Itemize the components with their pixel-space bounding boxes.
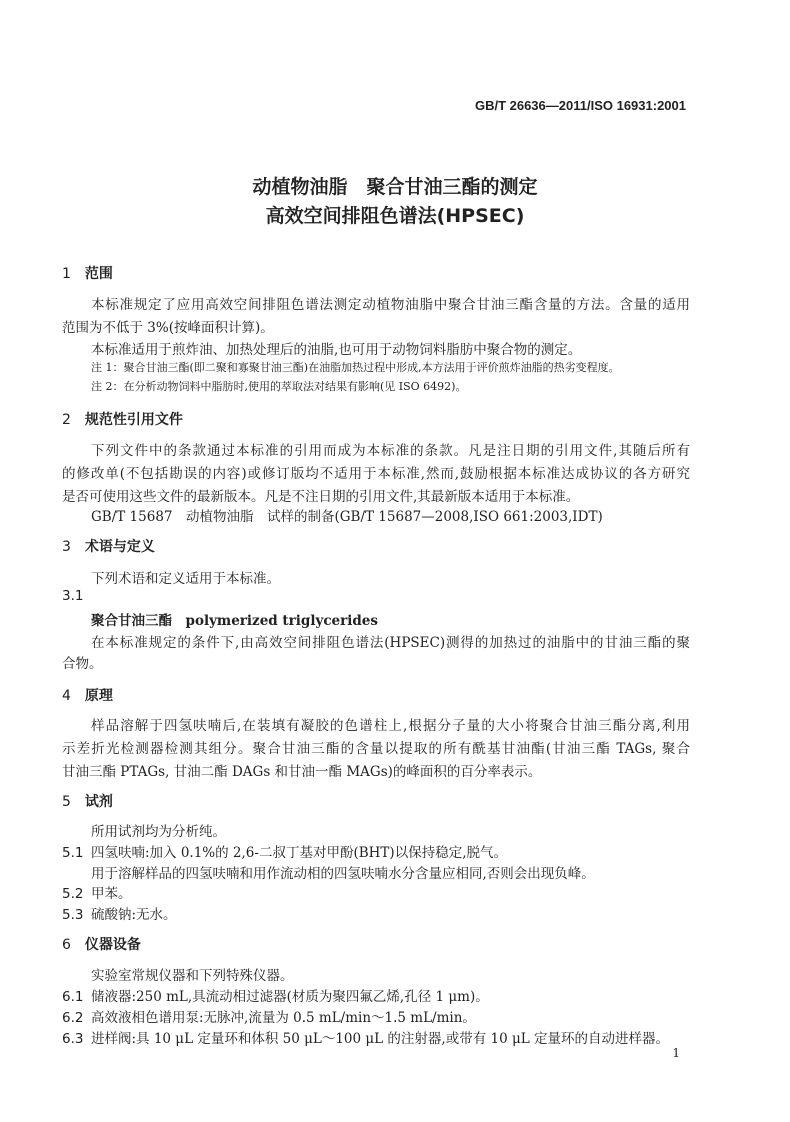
section-title: 仪器设备 [84,937,141,953]
standard-number: GB/T 26636—2011/ISO 16931:2001 [474,98,686,113]
section-heading-6 [62,934,141,954]
item-number: 5.3 [62,907,84,923]
section-title: 原理 [84,688,113,704]
note: 注 2：在分析动物饲料中脂肪时,使用的萃取法对结果有影响(见 ISO 6492)。 [91,380,467,393]
page-number: 1 [672,1046,680,1060]
section-number: 5 [62,794,71,810]
section-heading-2 [62,409,183,429]
list-item [62,903,690,923]
paragraph-line: 本标准规定了应用高效空间排阻色谱法测定动植物油脂中聚合甘油三酯含量的方法。含量的适用 [91,297,690,313]
item-number: 6.1 [62,989,84,1005]
item-number: 6.2 [62,1010,84,1026]
section-number: 4 [62,688,71,704]
definition-line: 合物。 [62,656,103,672]
definition-line: 在本标准规定的条件下,由高效空间排阻色谱法(HPSEC)测得的加热过的油脂中的甘油三酯的聚 [91,635,690,651]
paragraph-line: 的修改单(不包括勘误的内容)或修订版均不适用于本标准,然而,鼓励根据本标准达成协议的各方研究 [62,466,690,482]
paragraph-line: 下列术语和定义适用于本标准。 [91,571,280,587]
document-title-line-1: 动植物油脂 聚合甘油三酯的测定 [252,176,538,198]
section-title: 试剂 [84,794,113,810]
item-number: 6.3 [62,1031,84,1047]
item-text: 四氢呋喃:加入 0.1%的 2,6-二叔丁基对甲酚(BHT)以保持稳定,脱气。 [91,845,507,861]
section-title: 范围 [84,266,113,282]
list-item [91,862,690,882]
section-number: 3 [62,539,71,555]
list-item [62,1006,690,1026]
item-text: 储液器:250 mL,具流动相过滤器(材质为聚四氟乙烯,孔径 1 μm)。 [91,989,489,1005]
term: 聚合甘油三酯 polymerized triglycerides [91,613,378,629]
paragraph-line: 下列文件中的条款通过本标准的引用而成为本标准的条款。凡是注日期的引用文件,其随后所有 [91,443,690,459]
item-text: 甲苯。 [91,886,132,902]
paragraph-line: 所用试剂均为分析纯。 [91,824,226,840]
paragraph-line: 本标准适用于煎炸油、加热处理后的油脂,也可用于动物饲料脂肪中聚合物的测定。 [91,342,582,358]
document-title-line-2: 高效空间排阻色谱法(HPSEC) [265,205,525,227]
subclause-number: 3.1 [62,588,84,604]
section-number: 6 [62,937,71,953]
paragraph-line: 范围为不低于 3%(按峰面积计算)。 [62,320,274,336]
item-number: 5.1 [62,845,84,861]
paragraph-line: 甘油三酯 PTAGs, 甘油二酯 DAGs 和甘油一酯 MAGs)的峰面积的百分率表示。 [62,764,542,780]
section-heading-1 [62,263,113,283]
list-item [62,1027,690,1047]
item-text: 硫酸钠:无水。 [91,907,177,923]
section-title: 术语与定义 [84,539,155,555]
list-item [62,841,690,861]
list-item [62,882,690,902]
paragraph-line: 是否可使用这些文件的最新版本。凡是不注日期的引用文件,其最新版本适用于本标准。 [62,489,580,505]
section-heading-4 [62,685,113,705]
section-title: 规范性引用文件 [84,412,183,428]
normative-reference: GB/T 15687 动植物油脂 试样的制备(GB/T 15687—2008,ISO 661:2003,IDT) [91,509,603,525]
section-heading-5 [62,791,113,811]
note: 注 1：聚合甘油三酯(即二聚和寡聚甘油三酯)在油脂加热过程中形成,本方法用于评价煎炸油脂的热劣变程度。 [91,361,620,374]
paragraph-line: 示差折光检测器检测其组分。聚合甘油三酯的含量以提取的所有酰基甘油酯(甘油三酯 TAGs, 聚合 [62,741,690,757]
section-heading-3 [62,536,155,556]
item-text: 用于溶解样品的四氢呋喃和用作流动相的四氢呋喃水分含量应相同,否则会出现负峰。 [91,866,595,882]
paragraph-line: 样品溶解于四氢呋喃后,在装填有凝胶的色谱柱上,根据分子量的大小将聚合甘油三酯分离,利用 [91,718,690,734]
item-text: 进样阀:具 10 μL 定量环和体积 50 μL～100 μL 的注射器,或带有 10 μL 定量环的自动进样器。 [91,1031,670,1047]
item-text: 高效液相色谱用泵:无脉冲,流量为 0.5 mL/min～1.5 mL/min。 [91,1010,476,1026]
paragraph-line: 实验室常规仪器和下列特殊仪器。 [91,968,294,984]
section-number: 1 [62,266,71,282]
section-number: 2 [62,412,71,428]
list-item [62,985,690,1005]
item-number: 5.2 [62,886,84,902]
